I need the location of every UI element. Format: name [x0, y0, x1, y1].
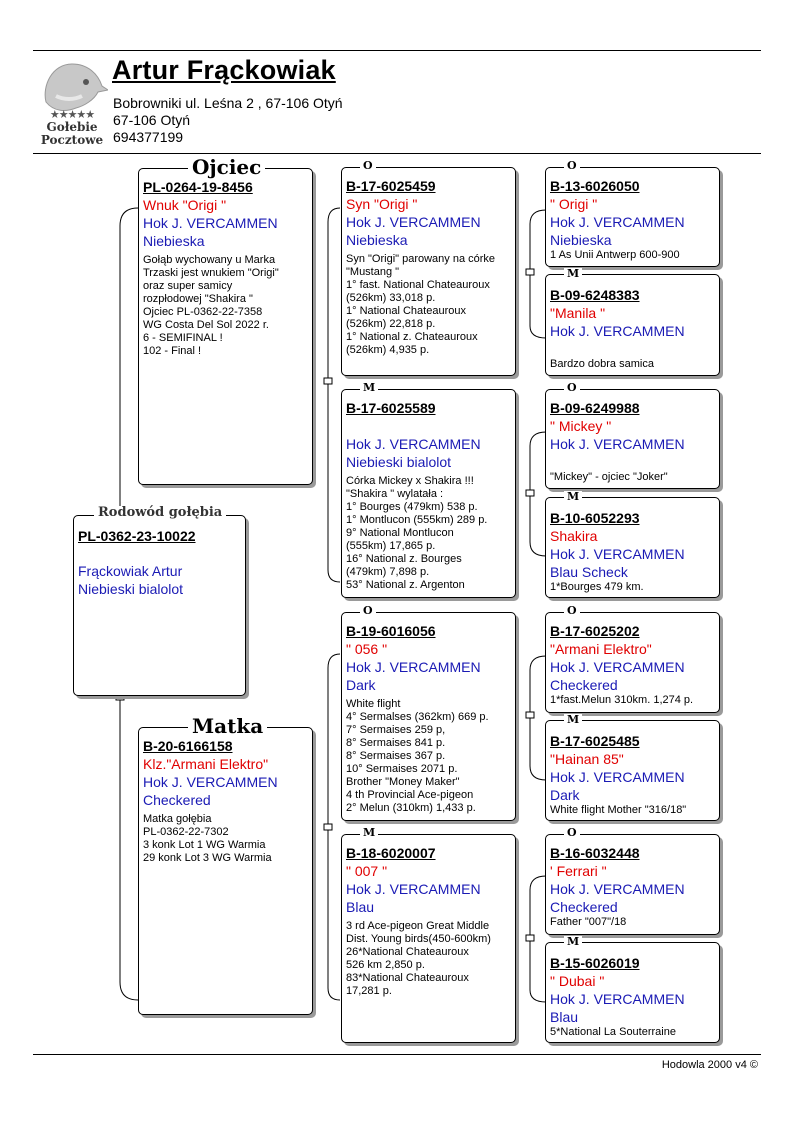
owner-phone: 694377199 [113, 129, 184, 145]
ffm-breeder: Hok J. VERCAMMEN [550, 323, 685, 339]
mff-color: Checkered [550, 677, 618, 693]
mmf-desc: Father "007"/18 [550, 916, 627, 928]
fm-ring: B-17-6025589 [346, 400, 436, 416]
mf-color: Dark [346, 677, 376, 693]
mm-breeder: Hok J. VERCAMMEN [346, 881, 481, 897]
footer-rule [33, 1054, 761, 1055]
mfm-name: "Hainan 85" [550, 751, 624, 767]
fff-name: " Origi " [550, 196, 598, 212]
mother-color: Checkered [143, 792, 211, 808]
mmm-ring: B-15-6026019 [550, 955, 640, 971]
father-color: Niebieska [143, 233, 205, 249]
ff-color: Niebieska [346, 232, 408, 248]
mother-card[interactable] [138, 727, 313, 1015]
fm-desc: Córka Mickey x Shakira !!! "Shakira " wylatała : 1° Bourges (479km) 538 p. 1° Montlucon (555km) 289 p. 9° National Montlucon (555km) 17,865 p. 16° National z. Bourges (479km) 7,898 p. 53° National z. Argenton [346, 475, 488, 591]
mff-card[interactable] [545, 612, 720, 713]
mmf-breeder: Hok J. VERCAMMEN [550, 881, 685, 897]
mf-name: " 056 " [346, 641, 388, 657]
mmm-name: " Dubai " [550, 973, 605, 989]
mm-color: Blau [346, 899, 375, 915]
fmm-breeder: Hok J. VERCAMMEN [550, 546, 685, 562]
fm-card[interactable] [341, 389, 516, 598]
fmf-sex-label: O [564, 382, 580, 393]
mother-name: Klz."Armani Elektro" [143, 756, 269, 772]
mother-ring: B-20-6166158 [143, 738, 233, 754]
main-pigeon-card[interactable] [73, 515, 246, 696]
mf-ring: B-19-6016056 [346, 623, 436, 639]
mff-breeder: Hok J. VERCAMMEN [550, 659, 685, 675]
main-ring: PL-0362-23-10022 [78, 528, 196, 544]
logo-text-line2: Pocztowe [40, 133, 104, 147]
mmm-desc: 5*National La Souterraine [550, 1026, 676, 1038]
mm-card[interactable] [341, 834, 516, 1043]
mother-breeder: Hok J. VERCAMMEN [143, 774, 278, 790]
fmm-name: Shakira [550, 528, 598, 544]
mmm-breeder: Hok J. VERCAMMEN [550, 991, 685, 1007]
ffm-sex-label: M [564, 268, 582, 279]
father-card[interactable] [138, 168, 313, 485]
fmf-name: " Mickey " [550, 418, 612, 434]
ff-card[interactable] [341, 167, 516, 376]
fmm-ring: B-10-6052293 [550, 510, 640, 526]
father-label: Ojciec [188, 157, 265, 177]
fm-sex-label: M [360, 382, 378, 393]
mfm-desc: White flight Mother "316/18" [550, 804, 687, 816]
father-ring: PL-0264-19-8456 [143, 179, 253, 195]
mother-desc: Matka gołębia PL-0362-22-7302 3 konk Lot 1 WG Warmia 29 konk Lot 3 WG Warmia [143, 813, 272, 864]
logo-text-line1: Gołebie [46, 120, 98, 134]
mmf-ring: B-16-6032448 [550, 845, 640, 861]
father-name: Wnuk "Origi " [143, 197, 227, 213]
fff-desc: 1 As Unii Antwerp 600-900 [550, 249, 680, 261]
owner-name: Artur Frąckowiak [112, 55, 336, 85]
ffm-ring: B-09-6248383 [550, 287, 640, 303]
fmf-color [550, 453, 715, 471]
ffm-card[interactable] [545, 274, 720, 376]
mm-desc: 3 rd Ace-pigeon Great Middle Dist. Young birds(450-600km) 26*National Chateauroux 526 km 2,850 p. 83*National Chateauroux 17,281 p. [346, 920, 491, 997]
mmf-sex-label: O [564, 827, 580, 838]
ff-sex-label: O [360, 160, 376, 171]
mf-breeder: Hok J. VERCAMMEN [346, 659, 481, 675]
main-color: Niebieski bialolot [78, 581, 184, 597]
mf-desc: White flight 4° Sermalses (362km) 669 p. 7° Sermaises 259 p, 8° Sermaises 841 p. 8° Sermaises 367 p. 10° Sermaises 2071 p. Brother "Money Maker" 4 th Provincial Ace-pigeon 2° Melun (310km) 1,433 p. [346, 698, 489, 814]
mmm-sex-label: M [564, 936, 582, 947]
footer-credit: Hodowla 2000 v4 © [661, 1059, 758, 1071]
mfm-color: Dark [550, 787, 580, 803]
mfm-sex-label: M [564, 714, 582, 725]
mother-label: Matka [188, 716, 267, 736]
mff-ring: B-17-6025202 [550, 623, 640, 639]
mf-card[interactable] [341, 612, 516, 821]
ffm-desc: Bardzo dobra samica [550, 358, 654, 370]
mff-sex-label: O [564, 605, 580, 616]
fmf-breeder: Hok J. VERCAMMEN [550, 436, 685, 452]
fmm-desc: 1*Bourges 479 km. [550, 581, 644, 593]
fff-color: Niebieska [550, 232, 612, 248]
ff-ring: B-17-6025459 [346, 178, 436, 194]
fmf-ring: B-09-6249988 [550, 400, 640, 416]
owner-city: 67-106 Otyń [113, 112, 191, 128]
ffm-color [550, 340, 715, 358]
mff-desc: 1*fast.Melun 310km. 1,274 p. [550, 694, 694, 706]
ff-desc: Syn "Origi" parowany na córke "Mustang " 1° fast. National Chateauroux (526km) 33,018 p. 1° National Chateauroux (526km) 22,818 p. 1° National z. Chateauroux (526km) 4,935 p. [346, 253, 496, 356]
mm-sex-label: M [360, 827, 378, 838]
ffm-name: "Manila " [550, 305, 606, 321]
fff-card[interactable] [545, 167, 720, 267]
father-breeder: Hok J. VERCAMMEN [143, 215, 278, 231]
pedigree-label: Rodowód gołębia [94, 506, 226, 519]
fff-sex-label: O [564, 160, 580, 171]
fm-name [346, 417, 511, 435]
mmm-card[interactable] [545, 942, 720, 1043]
ff-breeder: Hok J. VERCAMMEN [346, 214, 481, 230]
fmm-card[interactable] [545, 497, 720, 598]
fm-color: Niebieski bialolot [346, 454, 452, 470]
fmm-sex-label: M [564, 491, 582, 502]
mf-sex-label: O [360, 605, 376, 616]
owner-address: Bobrowniki ul. Leśna 2 , 67-106 Otyń [113, 95, 343, 111]
logo-stars: ★★★★★ [49, 109, 95, 121]
mmf-card[interactable] [545, 834, 720, 935]
mm-ring: B-18-6020007 [346, 845, 436, 861]
fmm-color: Blau Scheck [550, 564, 628, 580]
mm-name: " 007 " [346, 863, 388, 879]
mmf-name: ' Ferrari " [550, 863, 607, 879]
mff-name: "Armani Elektro" [550, 641, 652, 657]
ff-name: Syn "Origi " [346, 196, 418, 212]
mfm-ring: B-17-6025485 [550, 733, 640, 749]
fff-ring: B-13-6026050 [550, 178, 640, 194]
main-owner: Frąckowiak Artur [78, 563, 183, 579]
father-desc: Gołąb wychowany u Marka Trzaski jest wnukiem "Origi" oraz super samicy rozpłodowej "Shakira " Ojciec PL-0362-22-7358 WG Costa Del Sol 2022 r. 6 - SEMIFINAL ! 102 - Final ! [143, 254, 279, 357]
fff-breeder: Hok J. VERCAMMEN [550, 214, 685, 230]
fmf-card[interactable] [545, 389, 720, 489]
mfm-card[interactable] [545, 720, 720, 821]
fm-breeder: Hok J. VERCAMMEN [346, 436, 481, 452]
mmf-color: Checkered [550, 899, 618, 915]
mfm-breeder: Hok J. VERCAMMEN [550, 769, 685, 785]
fmf-desc: "Mickey" - ojciec "Joker" [550, 471, 668, 483]
mmm-color: Blau [550, 1009, 579, 1025]
